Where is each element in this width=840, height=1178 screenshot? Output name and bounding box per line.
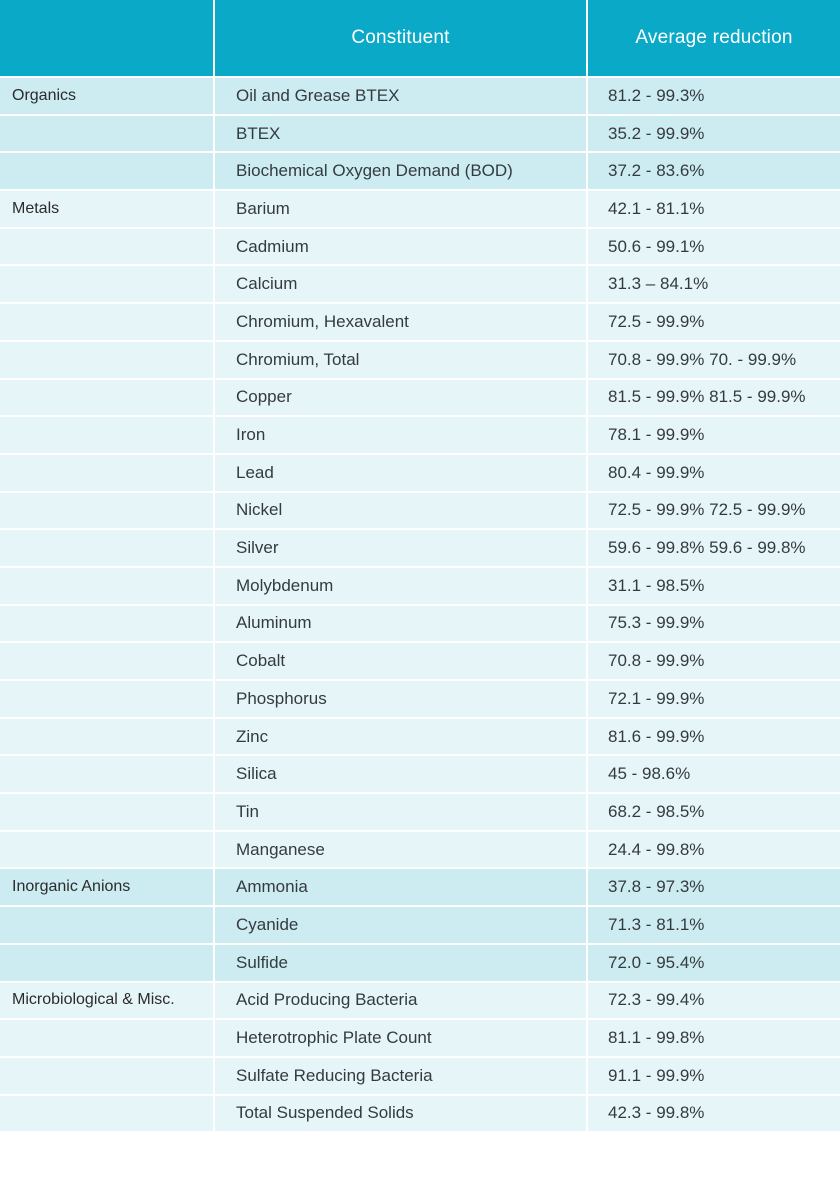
reduction-cell: 81.1 - 99.8% xyxy=(588,1020,840,1056)
reduction-cell: 31.1 - 98.5% xyxy=(588,568,840,604)
constituent-cell: Oil and Grease BTEX xyxy=(215,78,586,114)
category-cell-empty xyxy=(0,606,213,642)
constituent-cell: Copper xyxy=(215,380,586,416)
constituent-cell: Barium xyxy=(215,191,586,227)
reduction-cell: 59.6 - 99.8% 59.6 - 99.8% xyxy=(588,530,840,566)
reduction-cell: 35.2 - 99.9% xyxy=(588,116,840,152)
constituent-cell: Chromium, Hexavalent xyxy=(215,304,586,340)
category-label: Organics xyxy=(0,78,213,114)
constituent-cell: Biochemical Oxygen Demand (BOD) xyxy=(215,153,586,189)
table-row xyxy=(0,1096,840,1132)
category-cell-empty xyxy=(0,455,213,491)
table-row xyxy=(0,1020,840,1056)
table-row xyxy=(0,568,840,604)
header-row xyxy=(0,0,840,76)
category-cell-empty xyxy=(0,342,213,378)
constituent-cell: BTEX xyxy=(215,116,586,152)
table-row xyxy=(0,907,840,943)
table-row xyxy=(0,681,840,717)
category-cell-empty xyxy=(0,493,213,529)
category-cell-empty xyxy=(0,153,213,189)
table-row xyxy=(0,342,840,378)
reduction-cell: 70.8 - 99.9% xyxy=(588,643,840,679)
constituent-cell: Iron xyxy=(215,417,586,453)
reduction-cell: 71.3 - 81.1% xyxy=(588,907,840,943)
reduction-cell: 72.3 - 99.4% xyxy=(588,983,840,1019)
reduction-cell: 37.8 - 97.3% xyxy=(588,869,840,905)
table-row xyxy=(0,455,840,491)
constituent-cell: Acid Producing Bacteria xyxy=(215,983,586,1019)
table-row xyxy=(0,794,840,830)
reduction-cell: 70.8 - 99.9% 70. - 99.9% xyxy=(588,342,840,378)
constituent-cell: Calcium xyxy=(215,266,586,302)
category-cell-empty xyxy=(0,417,213,453)
reduction-cell: 31.3 – 84.1% xyxy=(588,266,840,302)
category-cell-empty xyxy=(0,266,213,302)
category-cell-empty xyxy=(0,304,213,340)
reduction-cell: 72.1 - 99.9% xyxy=(588,681,840,717)
table-row xyxy=(0,756,840,792)
reduction-cell: 75.3 - 99.9% xyxy=(588,606,840,642)
table-row xyxy=(0,832,840,868)
table-row xyxy=(0,417,840,453)
reduction-cell: 72.0 - 95.4% xyxy=(588,945,840,981)
table-row xyxy=(0,530,840,566)
category-cell-empty xyxy=(0,568,213,604)
category-cell-empty xyxy=(0,945,213,981)
constituent-cell: Lead xyxy=(215,455,586,491)
constituent-cell: Cobalt xyxy=(215,643,586,679)
table-row xyxy=(0,1058,840,1094)
constituent-cell: Silica xyxy=(215,756,586,792)
constituent-cell: Cadmium xyxy=(215,229,586,265)
constituent-cell: Phosphorus xyxy=(215,681,586,717)
constituent-cell: Cyanide xyxy=(215,907,586,943)
category-cell-empty xyxy=(0,530,213,566)
constituent-cell: Ammonia xyxy=(215,869,586,905)
category-cell-empty xyxy=(0,229,213,265)
table-row xyxy=(0,719,840,755)
category-cell-empty xyxy=(0,756,213,792)
category-label: Metals xyxy=(0,191,213,227)
category-cell-empty xyxy=(0,907,213,943)
category-cell-empty xyxy=(0,832,213,868)
constituent-cell: Aluminum xyxy=(215,606,586,642)
constituent-cell: Sulfate Reducing Bacteria xyxy=(215,1058,586,1094)
table-body xyxy=(0,78,840,1131)
header-constituent: Constituent xyxy=(215,0,586,76)
table-row xyxy=(0,983,840,1019)
constituent-cell: Sulfide xyxy=(215,945,586,981)
table-row xyxy=(0,116,840,152)
reduction-cell: 37.2 - 83.6% xyxy=(588,153,840,189)
header-category xyxy=(0,0,213,76)
table-row xyxy=(0,229,840,265)
category-cell-empty xyxy=(0,116,213,152)
category-cell-empty xyxy=(0,681,213,717)
table-row xyxy=(0,493,840,529)
reduction-cell: 42.3 - 99.8% xyxy=(588,1096,840,1132)
reduction-cell: 45 - 98.6% xyxy=(588,756,840,792)
constituent-cell: Molybdenum xyxy=(215,568,586,604)
reduction-cell: 91.1 - 99.9% xyxy=(588,1058,840,1094)
reduction-cell: 80.4 - 99.9% xyxy=(588,455,840,491)
reduction-cell: 72.5 - 99.9% 72.5 - 99.9% xyxy=(588,493,840,529)
category-cell-empty xyxy=(0,719,213,755)
table-row xyxy=(0,78,840,114)
category-label: Inorganic Anions xyxy=(0,869,213,905)
table-row xyxy=(0,304,840,340)
reduction-cell: 68.2 - 98.5% xyxy=(588,794,840,830)
reduction-cell: 42.1 - 81.1% xyxy=(588,191,840,227)
constituent-cell: Nickel xyxy=(215,493,586,529)
table-row xyxy=(0,191,840,227)
constituent-cell: Heterotrophic Plate Count xyxy=(215,1020,586,1056)
table-row xyxy=(0,606,840,642)
constituent-cell: Manganese xyxy=(215,832,586,868)
category-cell-empty xyxy=(0,1020,213,1056)
reduction-cell: 81.5 - 99.9% 81.5 - 99.9% xyxy=(588,380,840,416)
table-row xyxy=(0,153,840,189)
table-row xyxy=(0,869,840,905)
constituent-cell: Chromium, Total xyxy=(215,342,586,378)
category-cell-empty xyxy=(0,1096,213,1132)
constituent-cell: Silver xyxy=(215,530,586,566)
table-row xyxy=(0,380,840,416)
category-cell-empty xyxy=(0,643,213,679)
category-cell-empty xyxy=(0,380,213,416)
table-row xyxy=(0,266,840,302)
constituent-cell: Tin xyxy=(215,794,586,830)
reduction-cell: 78.1 - 99.9% xyxy=(588,417,840,453)
category-cell-empty xyxy=(0,1058,213,1094)
table-row xyxy=(0,643,840,679)
table-row xyxy=(0,945,840,981)
category-label: Microbiological & Misc. xyxy=(0,983,213,1019)
reduction-cell: 81.2 - 99.3% xyxy=(588,78,840,114)
reduction-cell: 24.4 - 99.8% xyxy=(588,832,840,868)
reduction-cell: 81.6 - 99.9% xyxy=(588,719,840,755)
constituent-cell: Zinc xyxy=(215,719,586,755)
reduction-cell: 72.5 - 99.9% xyxy=(588,304,840,340)
reduction-cell: 50.6 - 99.1% xyxy=(588,229,840,265)
header-average-reduction: Average reduction xyxy=(588,0,840,76)
category-cell-empty xyxy=(0,794,213,830)
constituent-cell: Total Suspended Solids xyxy=(215,1096,586,1132)
